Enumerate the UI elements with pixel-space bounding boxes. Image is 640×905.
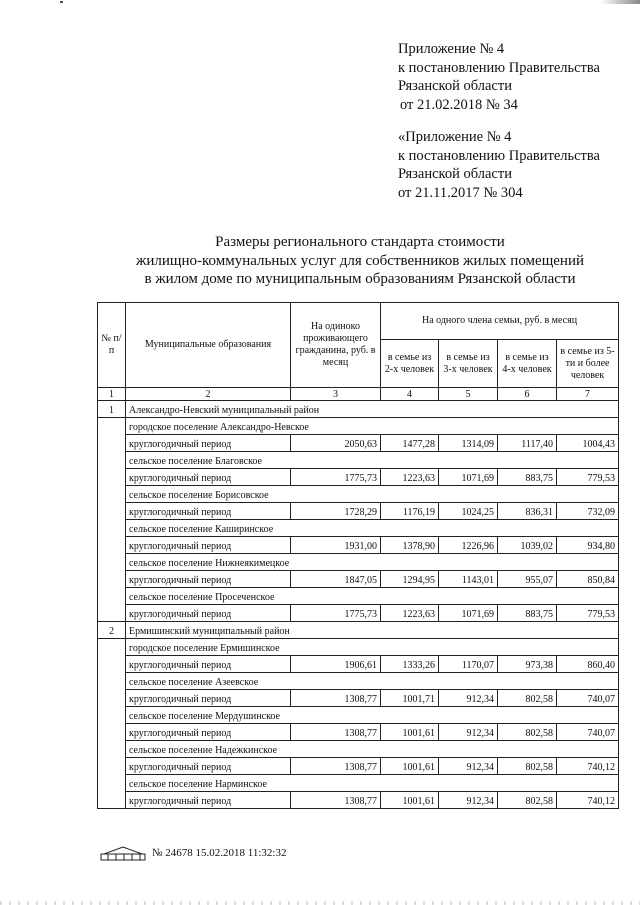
value-family-3: 1226,96 xyxy=(439,537,498,554)
value-family-2: 1223,63 xyxy=(381,469,439,486)
settlement-row xyxy=(98,452,619,469)
district-name: Ермишинский муниципальный район xyxy=(126,622,619,639)
value-family-2: 1176,19 xyxy=(381,503,439,520)
value-family-4: 955,07 xyxy=(498,571,557,588)
value-family-5plus: 779,53 xyxy=(557,469,619,486)
header-number: № п/п xyxy=(98,303,126,388)
period-label: круглогодичный период xyxy=(126,758,291,775)
annex-header-previous xyxy=(398,128,600,202)
scan-edge-bottom xyxy=(0,901,640,905)
title-line2: жилищно-коммунальных услуг для собственников жилых помещений xyxy=(136,252,584,269)
value-family-5plus: 732,09 xyxy=(557,503,619,520)
value-family-3: 912,34 xyxy=(439,724,498,741)
col-number-1: 1 xyxy=(98,388,126,401)
value-single: 2050,63 xyxy=(291,435,381,452)
value-single: 1308,77 xyxy=(291,690,381,707)
document-title xyxy=(60,233,640,289)
value-family-2: 1333,26 xyxy=(381,656,439,673)
settlement-row xyxy=(98,588,619,605)
annex-current-line4: от 21.02.2018 № 34 xyxy=(400,96,518,113)
value-family-5plus: 740,07 xyxy=(557,690,619,707)
annex-current-line2: к постановлению Правительства xyxy=(398,59,600,76)
table-row xyxy=(98,792,619,809)
value-family-3: 912,34 xyxy=(439,758,498,775)
settlement-name: городское поселение Александро-Невское xyxy=(126,418,619,435)
value-family-5plus: 934,80 xyxy=(557,537,619,554)
district-name: Александро-Невский муниципальный район xyxy=(126,401,619,418)
scan-edge-top xyxy=(0,0,640,5)
value-family-2: 1001,61 xyxy=(381,758,439,775)
period-label: круглогодичный период xyxy=(126,571,291,588)
settlement-name: сельское поселение Мердушинское xyxy=(126,707,619,724)
settlement-row xyxy=(98,639,619,656)
period-label: круглогодичный период xyxy=(126,656,291,673)
table-row xyxy=(98,690,619,707)
header-family-5plus: в семье из 5-ти и более человек xyxy=(557,340,619,388)
period-label: круглогодичный период xyxy=(126,503,291,520)
value-single: 1847,05 xyxy=(291,571,381,588)
table-row xyxy=(98,605,619,622)
value-family-4: 883,75 xyxy=(498,605,557,622)
value-single: 1906,61 xyxy=(291,656,381,673)
table-row xyxy=(98,537,619,554)
header-family-3: в семье из 3-х человек xyxy=(439,340,498,388)
annex-previous-line4: от 21.11.2017 № 304 xyxy=(398,184,523,201)
district-row xyxy=(98,401,619,418)
period-label: круглогодичный период xyxy=(126,792,291,809)
period-label: круглогодичный период xyxy=(126,690,291,707)
value-family-2: 1294,95 xyxy=(381,571,439,588)
settlement-name: сельское поселение Нижнеякимецкое xyxy=(126,554,619,571)
value-family-2: 1001,71 xyxy=(381,690,439,707)
settlement-row xyxy=(98,673,619,690)
value-family-2: 1223,63 xyxy=(381,605,439,622)
annex-previous-line3: Рязанской области xyxy=(398,166,512,182)
value-family-5plus: 850,84 xyxy=(557,571,619,588)
value-family-3: 1143,01 xyxy=(439,571,498,588)
header-family-2: в семье из 2-х человек xyxy=(381,340,439,388)
value-single: 1775,73 xyxy=(291,605,381,622)
value-family-2: 1001,61 xyxy=(381,724,439,741)
period-label: круглогодичный период xyxy=(126,435,291,452)
value-family-4: 973,38 xyxy=(498,656,557,673)
period-label: круглогодичный период xyxy=(126,537,291,554)
settlement-row xyxy=(98,418,619,435)
settlement-name: городское поселение Ермишинское xyxy=(126,639,619,656)
settlement-row xyxy=(98,486,619,503)
standards-table xyxy=(97,302,619,809)
annex-current-line1: Приложение № 4 xyxy=(398,41,505,57)
value-family-4: 836,31 xyxy=(498,503,557,520)
settlement-row xyxy=(98,741,619,758)
table-row xyxy=(98,656,619,673)
header-single-person: На одиноко проживающего гражданина, руб. в месяц xyxy=(291,303,381,388)
settlement-name: сельское поселение Благовское xyxy=(126,452,619,469)
period-label: круглогодичный период xyxy=(126,724,291,741)
value-family-5plus: 1004,43 xyxy=(557,435,619,452)
period-label: круглогодичный период xyxy=(126,605,291,622)
value-family-5plus: 860,40 xyxy=(557,656,619,673)
registration-footer xyxy=(100,845,286,861)
registration-stamp: № 24678 15.02.2018 11:32:32 xyxy=(152,847,287,859)
col-number-5: 5 xyxy=(439,388,498,401)
settlement-row xyxy=(98,707,619,724)
settlement-row xyxy=(98,520,619,537)
settlement-name: сельское поселение Нарминское xyxy=(126,775,619,792)
period-label: круглогодичный период xyxy=(126,469,291,486)
value-family-5plus: 740,12 xyxy=(557,792,619,809)
annex-header-current xyxy=(398,40,600,114)
value-family-5plus: 740,07 xyxy=(557,724,619,741)
value-family-4: 1039,02 xyxy=(498,537,557,554)
table-row xyxy=(98,571,619,588)
title-line1: Размеры регионального стандарта стоимости xyxy=(215,234,505,250)
value-family-3: 1071,69 xyxy=(439,469,498,486)
value-single: 1775,73 xyxy=(291,469,381,486)
value-family-4: 802,58 xyxy=(498,724,557,741)
district-row xyxy=(98,622,619,639)
value-single: 1308,77 xyxy=(291,758,381,775)
header-family-4: в семье из 4-х человек xyxy=(498,340,557,388)
table-row xyxy=(98,503,619,520)
header-per-member: На одного члена семьи, руб. в месяц xyxy=(381,303,619,340)
value-single: 1308,77 xyxy=(291,724,381,741)
value-family-5plus: 779,53 xyxy=(557,605,619,622)
annex-previous-line2: к постановлению Правительства xyxy=(398,147,600,164)
value-family-4: 802,58 xyxy=(498,758,557,775)
value-family-2: 1378,90 xyxy=(381,537,439,554)
settlement-name: сельское поселение Азеевское xyxy=(126,673,619,690)
settlement-name: сельское поселение Борисовское xyxy=(126,486,619,503)
settlement-row xyxy=(98,775,619,792)
registry-logo-icon xyxy=(100,845,146,861)
value-family-4: 883,75 xyxy=(498,469,557,486)
table-row xyxy=(98,435,619,452)
district-number: 2 xyxy=(98,622,126,639)
col-number-2: 2 xyxy=(126,388,291,401)
table-row xyxy=(98,469,619,486)
value-family-4: 1117,40 xyxy=(498,435,557,452)
value-family-3: 1024,25 xyxy=(439,503,498,520)
annex-previous-line1: «Приложение № 4 xyxy=(398,129,512,145)
settlement-row xyxy=(98,554,619,571)
value-family-2: 1477,28 xyxy=(381,435,439,452)
table-row xyxy=(98,724,619,741)
value-single: 1931,00 xyxy=(291,537,381,554)
value-single: 1728,29 xyxy=(291,503,381,520)
value-family-5plus: 740,12 xyxy=(557,758,619,775)
annex-current-line3: Рязанской области xyxy=(398,78,512,94)
value-family-3: 1170,07 xyxy=(439,656,498,673)
table-row xyxy=(98,758,619,775)
value-family-4: 802,58 xyxy=(498,792,557,809)
settlement-name: сельское поселение Надежкинское xyxy=(126,741,619,758)
header-municipality: Муниципальные образования xyxy=(126,303,291,388)
value-family-3: 912,34 xyxy=(439,792,498,809)
settlement-name: сельское поселение Просеченское xyxy=(126,588,619,605)
col-number-4: 4 xyxy=(381,388,439,401)
value-family-3: 912,34 xyxy=(439,690,498,707)
district-number: 1 xyxy=(98,401,126,418)
title-line3: в жилом доме по муниципальным образованиям Рязанской области xyxy=(144,271,576,287)
settlement-name: сельское поселение Каширинское xyxy=(126,520,619,537)
value-single: 1308,77 xyxy=(291,792,381,809)
col-number-7: 7 xyxy=(557,388,619,401)
col-number-3: 3 xyxy=(291,388,381,401)
value-family-2: 1001,61 xyxy=(381,792,439,809)
value-family-4: 802,58 xyxy=(498,690,557,707)
value-family-3: 1314,09 xyxy=(439,435,498,452)
value-family-3: 1071,69 xyxy=(439,605,498,622)
col-number-6: 6 xyxy=(498,388,557,401)
